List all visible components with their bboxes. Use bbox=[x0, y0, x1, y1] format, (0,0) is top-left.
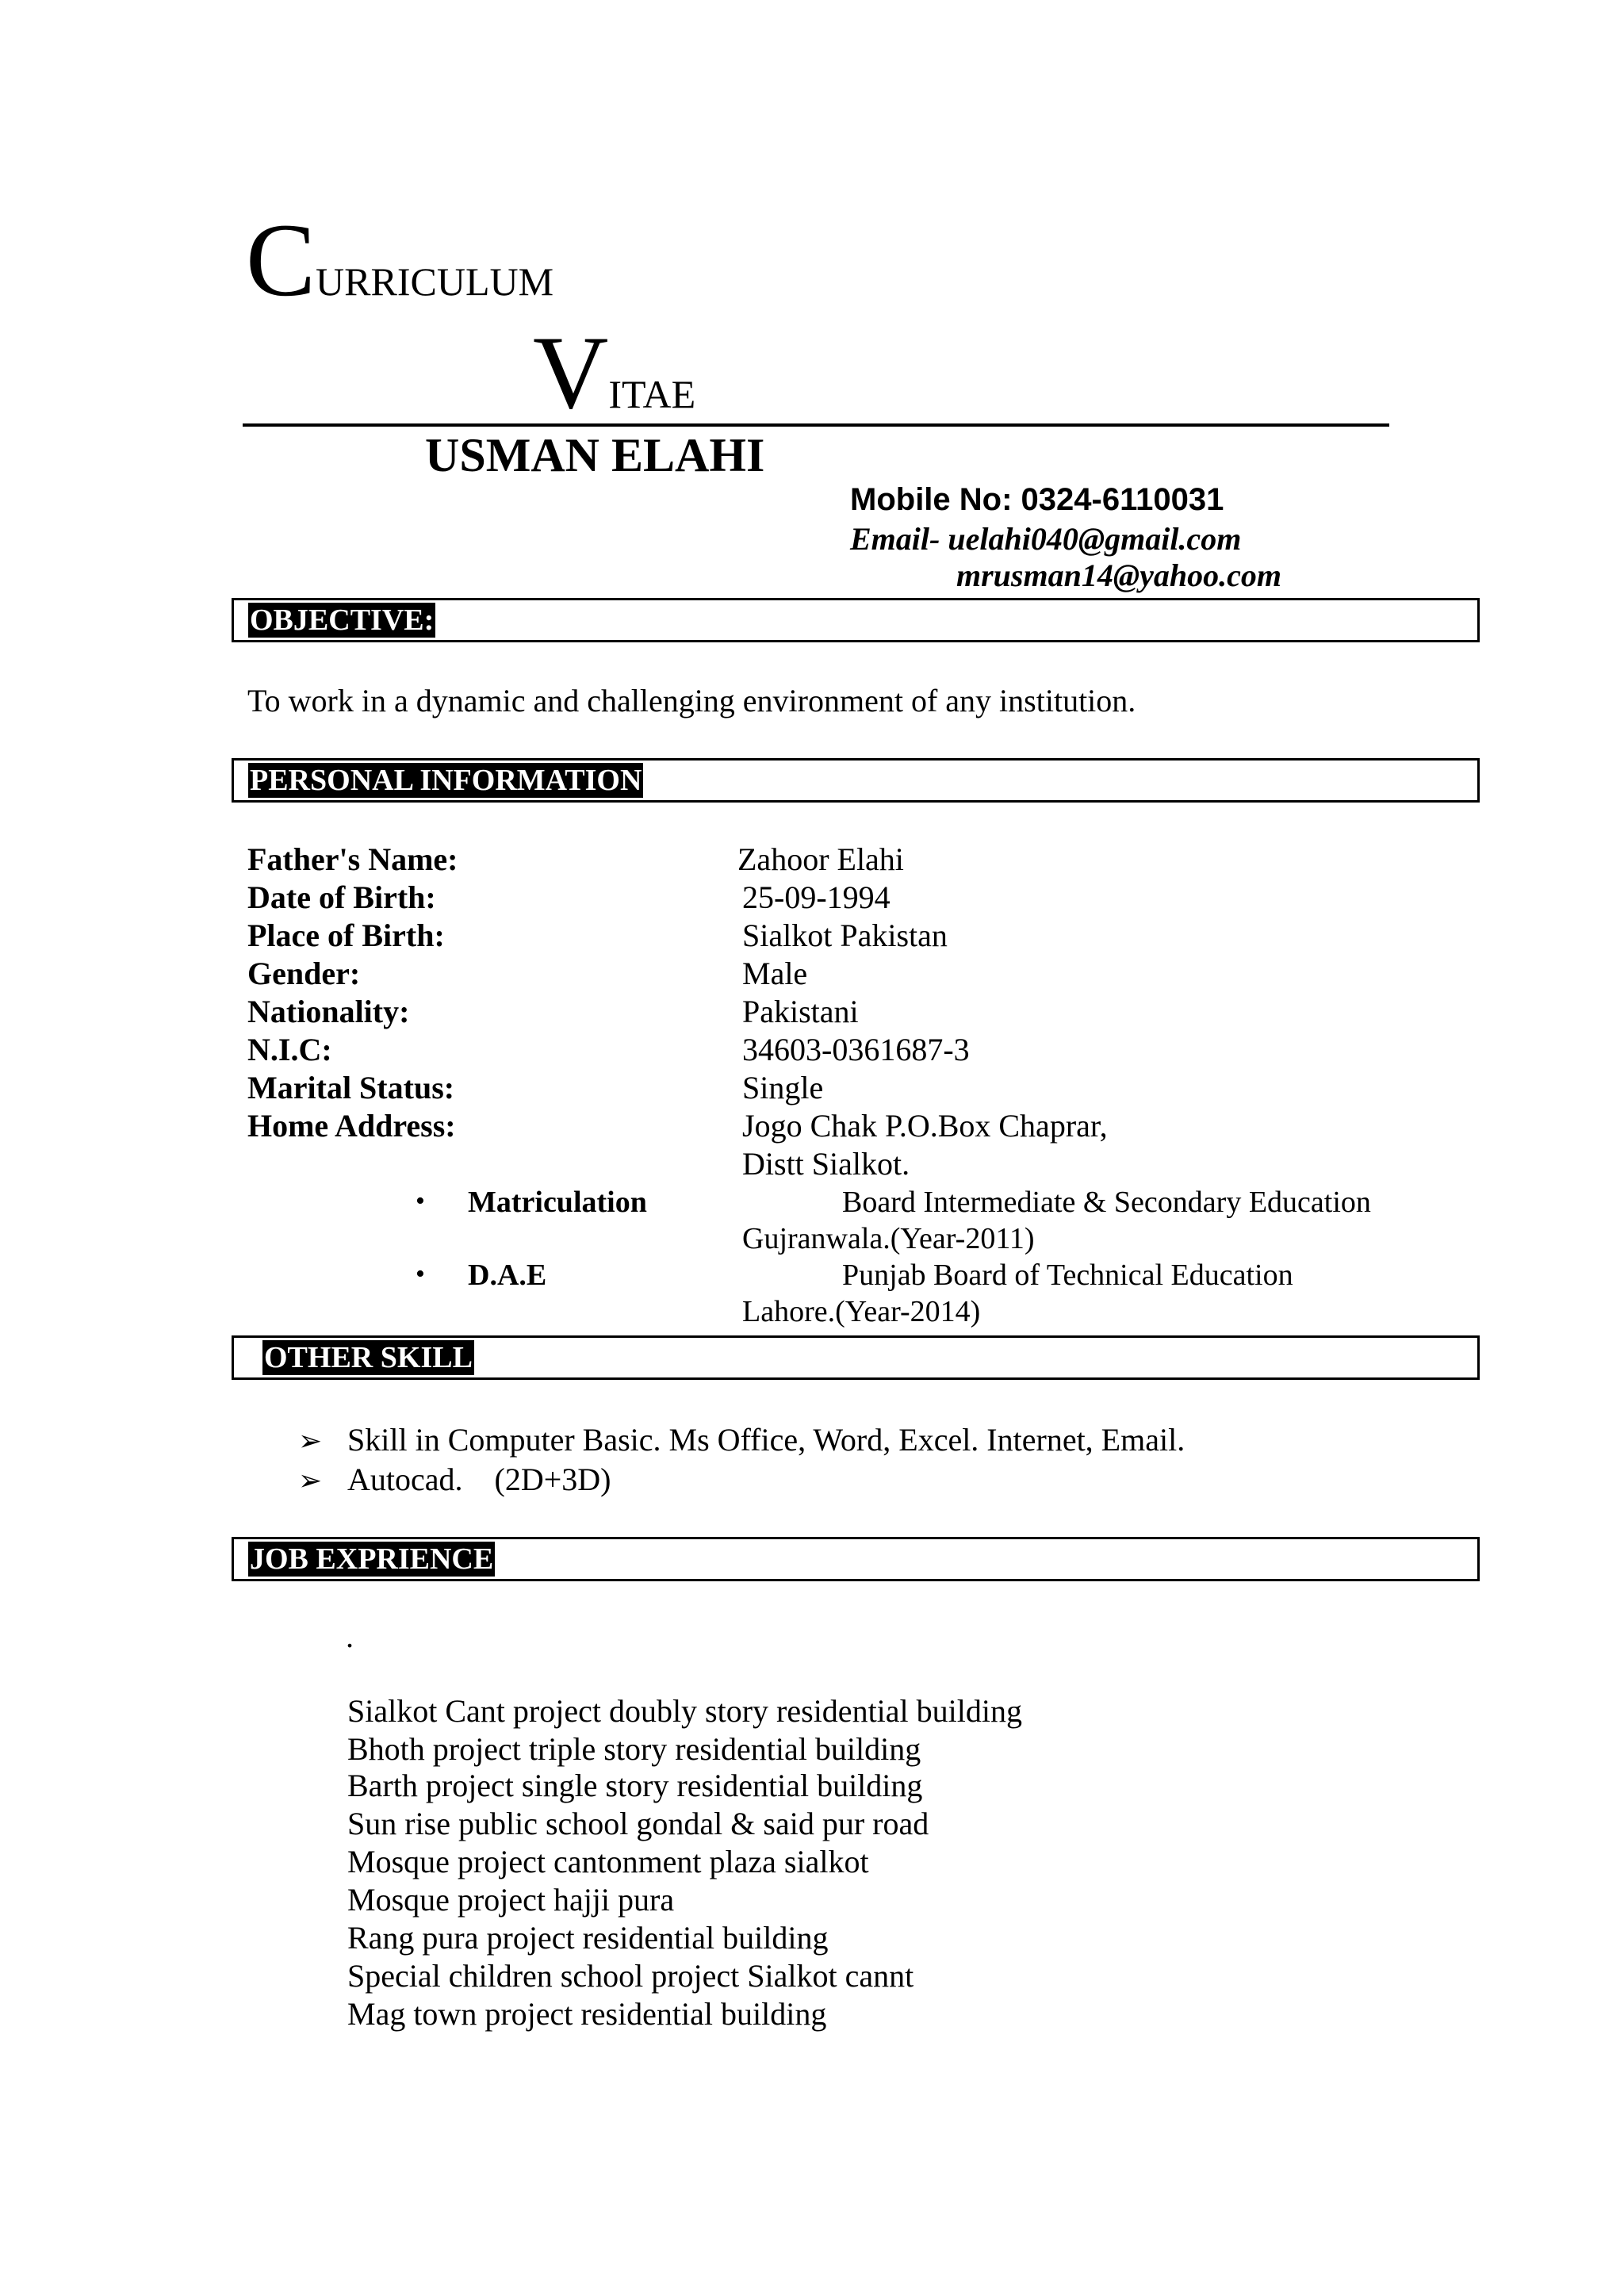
objective-text: To work in a dynamic and challenging environment of any institution. bbox=[247, 683, 1136, 718]
arrow-bullet-icon: ➢ bbox=[298, 1465, 323, 1496]
pi-value-address-line2: Distt Sialkot. bbox=[742, 1146, 910, 1182]
skill-item: Autocad. (2D+3D) bbox=[347, 1462, 611, 1497]
job-item: Barth project single story residential building bbox=[347, 1768, 923, 1803]
title-rest-curriculum: URRICULUM bbox=[316, 259, 554, 304]
job-item: Special children school project Sialkot cannt bbox=[347, 1958, 914, 1994]
job-item: Mag town project residential building bbox=[347, 1996, 827, 2032]
section-job-experience-label: JOB EXPRIENCE bbox=[250, 1542, 494, 1576]
pi-label-dob: Date of Birth: bbox=[247, 879, 436, 915]
pi-value-marital: Single bbox=[742, 1070, 824, 1105]
pi-value-pob: Sialkot Pakistan bbox=[742, 918, 948, 953]
qualification-place-matric: Gujranwala.(Year-2011) bbox=[742, 1222, 1035, 1255]
mobile-number: Mobile No: 0324-6110031 bbox=[850, 482, 1224, 517]
qualification-board-matric: Board Intermediate & Secondary Education bbox=[842, 1186, 1371, 1219]
qualification-place-dae: Lahore.(Year-2014) bbox=[742, 1295, 981, 1328]
title-cap-c: C bbox=[246, 201, 316, 318]
pi-value-dob: 25-09-1994 bbox=[742, 879, 891, 915]
job-item: Sun rise public school gondal & said pur road bbox=[347, 1806, 929, 1841]
section-objective-label: OBJECTIVE: bbox=[250, 603, 435, 637]
skill-item: Skill in Computer Basic. Ms Office, Word, Excel. Internet, Email. bbox=[347, 1422, 1185, 1458]
job-item: Rang pura project residential building bbox=[347, 1920, 829, 1956]
job-item: Sialkot Cant project doubly story residential building bbox=[347, 1693, 1022, 1729]
pi-label-father: Father's Name: bbox=[247, 841, 458, 877]
qualification-label-matric: Matriculation bbox=[468, 1186, 647, 1219]
pi-label-marital: Marital Status: bbox=[247, 1070, 455, 1105]
section-personal-info bbox=[232, 758, 1480, 803]
section-other-skill-label: OTHER SKILL bbox=[264, 1341, 473, 1374]
qualification-label-dae: D.A.E bbox=[468, 1259, 547, 1292]
bullet-icon: • bbox=[416, 1259, 425, 1289]
qualification-board-dae: Punjab Board of Technical Education bbox=[842, 1259, 1293, 1292]
pi-value-nic: 34603-0361687-3 bbox=[742, 1032, 970, 1067]
section-personal-info-label: PERSONAL INFORMATION bbox=[250, 764, 642, 797]
job-item: Bhoth project triple story residential building bbox=[347, 1731, 921, 1767]
job-list-dot: . bbox=[346, 1619, 354, 1654]
pi-label-gender: Gender: bbox=[247, 956, 361, 991]
title-rest-vitae: ITAE bbox=[608, 372, 696, 416]
pi-value-gender: Male bbox=[742, 956, 808, 991]
pi-label-nationality: Nationality: bbox=[247, 994, 410, 1029]
section-other-skill bbox=[232, 1335, 1480, 1380]
bullet-icon: • bbox=[416, 1186, 425, 1216]
title-cap-v: V bbox=[533, 314, 609, 431]
arrow-bullet-icon: ➢ bbox=[298, 1425, 323, 1457]
pi-value-address: Jogo Chak P.O.Box Chaprar, bbox=[742, 1108, 1108, 1144]
email-primary: Email- uelahi040@gmail.com bbox=[850, 521, 1242, 557]
candidate-name: USMAN ELAHI bbox=[425, 429, 765, 481]
job-item: Mosque project hajji pura bbox=[347, 1882, 675, 1918]
pi-label-address: Home Address: bbox=[247, 1108, 456, 1144]
pi-label-nic: N.I.C: bbox=[247, 1032, 332, 1067]
pi-value-nationality: Pakistani bbox=[742, 994, 859, 1029]
pi-value-father: Zahoor Elahi bbox=[737, 841, 904, 877]
title-divider bbox=[243, 423, 1389, 427]
section-objective bbox=[232, 598, 1480, 642]
title-curriculum bbox=[246, 201, 554, 318]
title-vitae bbox=[533, 314, 696, 431]
pi-label-pob: Place of Birth: bbox=[247, 918, 445, 953]
email-secondary: mrusman14@yahoo.com bbox=[956, 557, 1281, 593]
job-item: Mosque project cantonment plaza sialkot bbox=[347, 1844, 869, 1879]
section-job-experience bbox=[232, 1537, 1480, 1581]
